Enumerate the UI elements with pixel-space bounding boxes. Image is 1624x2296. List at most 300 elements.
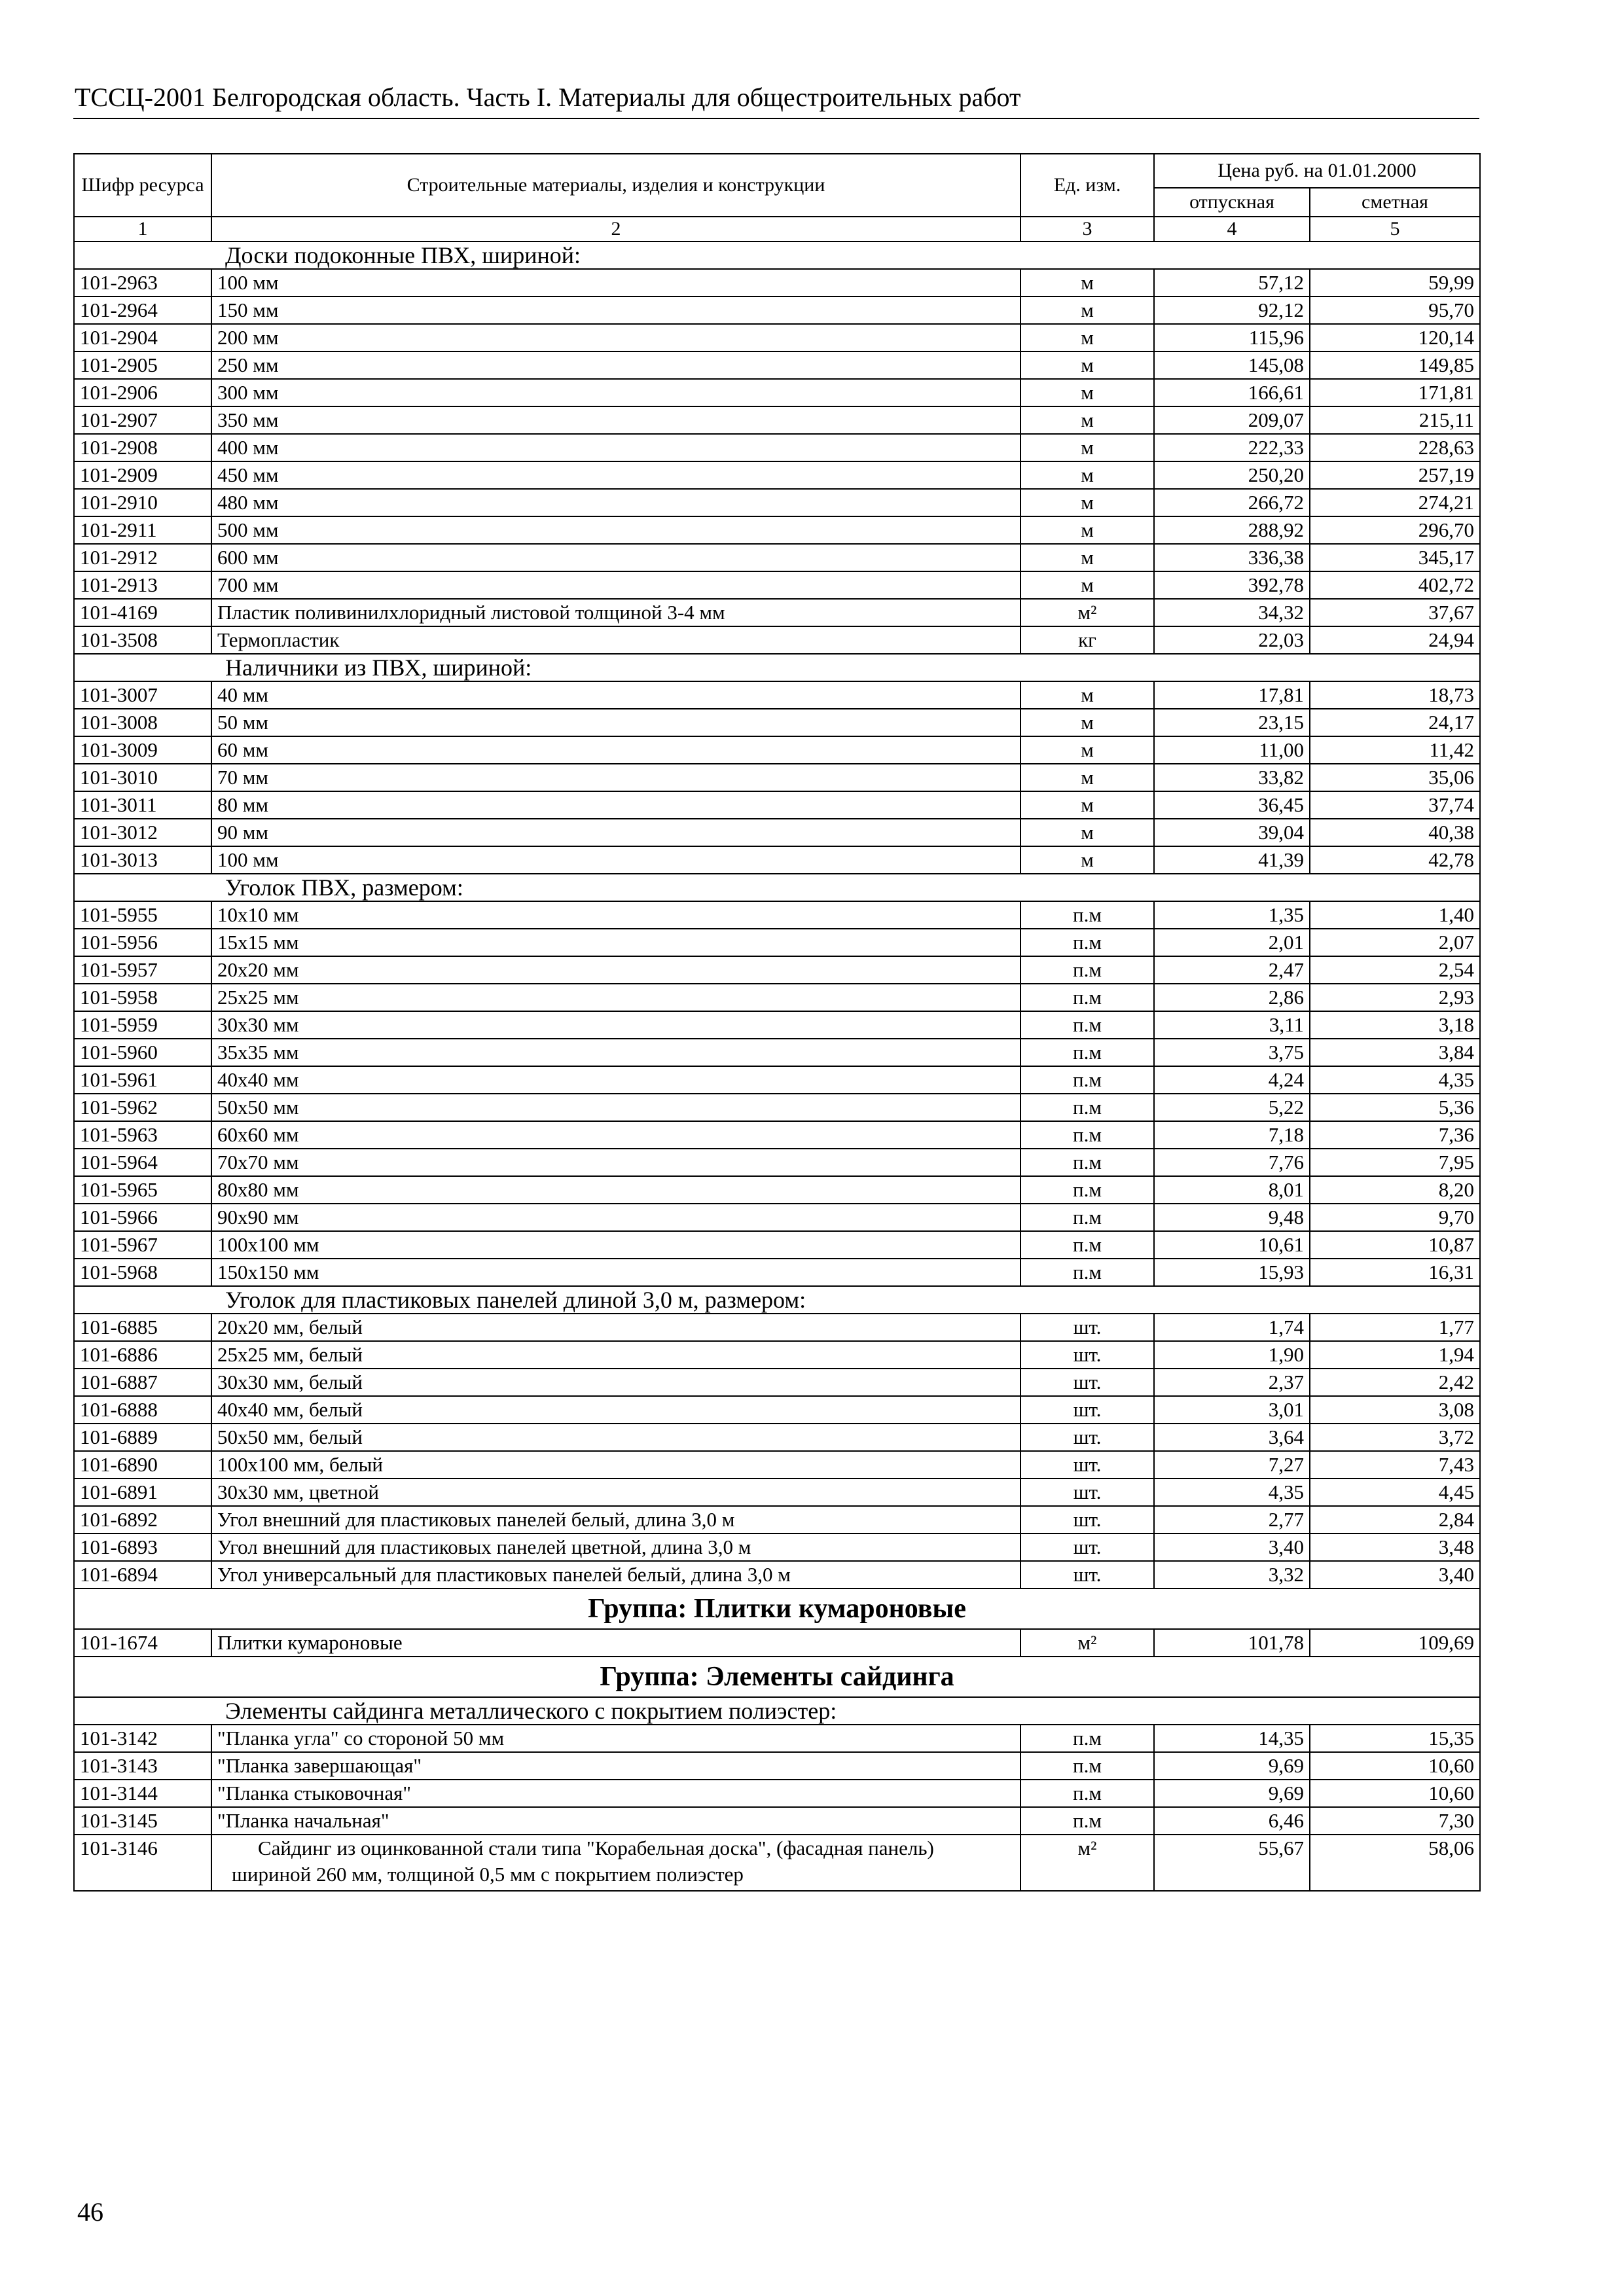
resource-code: 101-6888 bbox=[74, 1396, 211, 1424]
table-row bbox=[74, 1149, 1480, 1176]
estimate-price: 257,19 bbox=[1310, 461, 1480, 489]
material-name: 500 мм bbox=[211, 516, 1020, 544]
resource-code: 101-3008 bbox=[74, 709, 211, 736]
estimate-price: 109,69 bbox=[1310, 1629, 1480, 1657]
estimate-price: 24,17 bbox=[1310, 709, 1480, 736]
release-price: 2,37 bbox=[1154, 1369, 1310, 1396]
estimate-price: 58,06 bbox=[1310, 1835, 1480, 1891]
estimate-price: 5,36 bbox=[1310, 1094, 1480, 1121]
section-title: Доски подоконные ПВХ, шириной: bbox=[74, 242, 1480, 269]
estimate-price: 120,14 bbox=[1310, 324, 1480, 351]
release-price: 3,40 bbox=[1154, 1534, 1310, 1561]
material-name: 30х30 мм, белый bbox=[211, 1369, 1020, 1396]
material-name: Плитки кумароновые bbox=[211, 1629, 1020, 1657]
release-price: 33,82 bbox=[1154, 764, 1310, 791]
unit-cell: п.м bbox=[1020, 929, 1154, 956]
resource-code: 101-5958 bbox=[74, 984, 211, 1011]
estimate-price: 40,38 bbox=[1310, 819, 1480, 846]
release-price: 55,67 bbox=[1154, 1835, 1310, 1891]
material-name: 30х30 мм bbox=[211, 1011, 1020, 1039]
unit-cell: шт. bbox=[1020, 1341, 1154, 1369]
unit-cell: п.м bbox=[1020, 1807, 1154, 1835]
estimate-price: 37,74 bbox=[1310, 791, 1480, 819]
table-row bbox=[74, 1094, 1480, 1121]
resource-code: 101-5961 bbox=[74, 1066, 211, 1094]
resource-code: 101-3145 bbox=[74, 1807, 211, 1835]
estimate-price: 1,40 bbox=[1310, 901, 1480, 929]
table-row bbox=[74, 764, 1480, 791]
release-price: 3,01 bbox=[1154, 1396, 1310, 1424]
table-row bbox=[74, 1534, 1480, 1561]
release-price: 2,47 bbox=[1154, 956, 1310, 984]
col-number-3: 3 bbox=[1020, 217, 1154, 242]
resource-code: 101-3011 bbox=[74, 791, 211, 819]
table-row bbox=[74, 1479, 1480, 1506]
table-row bbox=[74, 516, 1480, 544]
table-row bbox=[74, 571, 1480, 599]
material-name: 40х40 мм bbox=[211, 1066, 1020, 1094]
header-price: Цена руб. на 01.01.2000 bbox=[1154, 154, 1480, 188]
release-price: 2,77 bbox=[1154, 1506, 1310, 1534]
unit-cell: п.м bbox=[1020, 1259, 1154, 1286]
unit-cell: шт. bbox=[1020, 1314, 1154, 1341]
resource-code: 101-5964 bbox=[74, 1149, 211, 1176]
estimate-price: 296,70 bbox=[1310, 516, 1480, 544]
material-name: 50х50 мм, белый bbox=[211, 1424, 1020, 1451]
estimate-price: 95,70 bbox=[1310, 296, 1480, 324]
material-name: 20х20 мм bbox=[211, 956, 1020, 984]
unit-cell: п.м bbox=[1020, 1725, 1154, 1752]
unit-cell: шт. bbox=[1020, 1534, 1154, 1561]
estimate-price: 2,93 bbox=[1310, 984, 1480, 1011]
release-price: 266,72 bbox=[1154, 489, 1310, 516]
table-row bbox=[74, 901, 1480, 929]
estimate-price: 16,31 bbox=[1310, 1259, 1480, 1286]
group-title: Группа: Плитки кумароновые bbox=[74, 1588, 1480, 1629]
resource-code: 101-3012 bbox=[74, 819, 211, 846]
material-name: 350 мм bbox=[211, 406, 1020, 434]
unit-cell: шт. bbox=[1020, 1506, 1154, 1534]
release-price: 5,22 bbox=[1154, 1094, 1310, 1121]
material-name: 50 мм bbox=[211, 709, 1020, 736]
table-row bbox=[74, 1752, 1480, 1780]
table-row bbox=[74, 406, 1480, 434]
release-price: 209,07 bbox=[1154, 406, 1310, 434]
title-rule bbox=[73, 118, 1479, 119]
release-price: 336,38 bbox=[1154, 544, 1310, 571]
unit-cell: шт. bbox=[1020, 1369, 1154, 1396]
resource-code: 101-6887 bbox=[74, 1369, 211, 1396]
col-number-5: 5 bbox=[1310, 217, 1480, 242]
resource-code: 101-5956 bbox=[74, 929, 211, 956]
unit-cell: м bbox=[1020, 764, 1154, 791]
estimate-price: 171,81 bbox=[1310, 379, 1480, 406]
release-price: 39,04 bbox=[1154, 819, 1310, 846]
material-name: 100 мм bbox=[211, 269, 1020, 296]
material-name: 200 мм bbox=[211, 324, 1020, 351]
resource-code: 101-2904 bbox=[74, 324, 211, 351]
estimate-price: 274,21 bbox=[1310, 489, 1480, 516]
release-price: 9,69 bbox=[1154, 1752, 1310, 1780]
material-name: 300 мм bbox=[211, 379, 1020, 406]
table-row bbox=[74, 626, 1480, 654]
resource-code: 101-3508 bbox=[74, 626, 211, 654]
estimate-price: 18,73 bbox=[1310, 681, 1480, 709]
resource-code: 101-2911 bbox=[74, 516, 211, 544]
resource-code: 101-5963 bbox=[74, 1121, 211, 1149]
release-price: 2,01 bbox=[1154, 929, 1310, 956]
table-row bbox=[74, 1039, 1480, 1066]
material-name: "Планка начальная" bbox=[211, 1807, 1020, 1835]
release-price: 145,08 bbox=[1154, 351, 1310, 379]
document-title: ТССЦ-2001 Белгородская область. Часть I. Материалы для общестроительных работ bbox=[75, 82, 1021, 112]
table-row bbox=[74, 1451, 1480, 1479]
material-name: Угол универсальный для пластиковых панелей белый, длина 3,0 м bbox=[211, 1561, 1020, 1588]
section-title: Наличники из ПВХ, шириной: bbox=[74, 654, 1480, 681]
group-header-row bbox=[74, 1588, 1480, 1629]
unit-cell: м bbox=[1020, 489, 1154, 516]
release-price: 288,92 bbox=[1154, 516, 1310, 544]
resource-code: 101-2912 bbox=[74, 544, 211, 571]
material-name: 100 мм bbox=[211, 846, 1020, 874]
section-header-row bbox=[74, 242, 1480, 269]
unit-cell: м bbox=[1020, 379, 1154, 406]
unit-cell: м² bbox=[1020, 1629, 1154, 1657]
estimate-price: 3,18 bbox=[1310, 1011, 1480, 1039]
group-header-row bbox=[74, 1657, 1480, 1697]
unit-cell: м bbox=[1020, 736, 1154, 764]
resource-code: 101-2905 bbox=[74, 351, 211, 379]
release-price: 23,15 bbox=[1154, 709, 1310, 736]
release-price: 101,78 bbox=[1154, 1629, 1310, 1657]
release-price: 166,61 bbox=[1154, 379, 1310, 406]
material-name: 50х50 мм bbox=[211, 1094, 1020, 1121]
resource-code: 101-6891 bbox=[74, 1479, 211, 1506]
material-name: 400 мм bbox=[211, 434, 1020, 461]
resource-code: 101-5968 bbox=[74, 1259, 211, 1286]
table-row bbox=[74, 1204, 1480, 1231]
release-price: 3,11 bbox=[1154, 1011, 1310, 1039]
unit-cell: п.м bbox=[1020, 1231, 1154, 1259]
estimate-price: 2,42 bbox=[1310, 1369, 1480, 1396]
material-name: Пластик поливинилхлоридный листовой толщиной 3-4 мм bbox=[211, 599, 1020, 626]
unit-cell: м bbox=[1020, 516, 1154, 544]
material-name: 70х70 мм bbox=[211, 1149, 1020, 1176]
estimate-price: 3,40 bbox=[1310, 1561, 1480, 1588]
material-name: 600 мм bbox=[211, 544, 1020, 571]
release-price: 11,00 bbox=[1154, 736, 1310, 764]
estimate-price: 228,63 bbox=[1310, 434, 1480, 461]
material-name: 20х20 мм, белый bbox=[211, 1314, 1020, 1341]
table-row bbox=[74, 1835, 1480, 1891]
group-title: Группа: Элементы сайдинга bbox=[74, 1657, 1480, 1697]
release-price: 7,18 bbox=[1154, 1121, 1310, 1149]
release-price: 222,33 bbox=[1154, 434, 1310, 461]
estimate-price: 149,85 bbox=[1310, 351, 1480, 379]
resource-code: 101-6890 bbox=[74, 1451, 211, 1479]
unit-cell: п.м bbox=[1020, 1752, 1154, 1780]
estimate-price: 11,42 bbox=[1310, 736, 1480, 764]
table-row bbox=[74, 296, 1480, 324]
material-name: 25х25 мм, белый bbox=[211, 1341, 1020, 1369]
table-row bbox=[74, 351, 1480, 379]
material-name: "Планка завершающая" bbox=[211, 1752, 1020, 1780]
release-price: 22,03 bbox=[1154, 626, 1310, 654]
resource-code: 101-5959 bbox=[74, 1011, 211, 1039]
unit-cell: п.м bbox=[1020, 1176, 1154, 1204]
estimate-price: 3,84 bbox=[1310, 1039, 1480, 1066]
page-number: 46 bbox=[77, 2197, 103, 2227]
unit-cell: шт. bbox=[1020, 1479, 1154, 1506]
material-name: 35х35 мм bbox=[211, 1039, 1020, 1066]
resource-code: 101-3010 bbox=[74, 764, 211, 791]
estimate-price: 42,78 bbox=[1310, 846, 1480, 874]
release-price: 4,24 bbox=[1154, 1066, 1310, 1094]
release-price: 1,74 bbox=[1154, 1314, 1310, 1341]
table-row bbox=[74, 819, 1480, 846]
estimate-price: 59,99 bbox=[1310, 269, 1480, 296]
material-name: 60х60 мм bbox=[211, 1121, 1020, 1149]
material-name: 30х30 мм, цветной bbox=[211, 1479, 1020, 1506]
estimate-price: 7,30 bbox=[1310, 1807, 1480, 1835]
resource-code: 101-3009 bbox=[74, 736, 211, 764]
section-title: Уголок для пластиковых панелей длиной 3,0 м, размером: bbox=[74, 1286, 1480, 1314]
estimate-price: 3,72 bbox=[1310, 1424, 1480, 1451]
material-name: 15х15 мм bbox=[211, 929, 1020, 956]
release-price: 41,39 bbox=[1154, 846, 1310, 874]
header-estimate: сметная bbox=[1310, 188, 1480, 217]
unit-cell: п.м bbox=[1020, 1066, 1154, 1094]
table-row bbox=[74, 269, 1480, 296]
header-name: Строительные материалы, изделия и конструкции bbox=[211, 154, 1020, 217]
table-row bbox=[74, 1396, 1480, 1424]
material-name: 25х25 мм bbox=[211, 984, 1020, 1011]
material-name: 80 мм bbox=[211, 791, 1020, 819]
estimate-price: 15,35 bbox=[1310, 1725, 1480, 1752]
unit-cell: м bbox=[1020, 269, 1154, 296]
table-row bbox=[74, 1506, 1480, 1534]
material-name: 70 мм bbox=[211, 764, 1020, 791]
table-row bbox=[74, 681, 1480, 709]
material-name: Угол внешний для пластиковых панелей белый, длина 3,0 м bbox=[211, 1506, 1020, 1534]
table-body bbox=[74, 242, 1480, 1891]
release-price: 250,20 bbox=[1154, 461, 1310, 489]
release-price: 14,35 bbox=[1154, 1725, 1310, 1752]
table-row bbox=[74, 489, 1480, 516]
resource-code: 101-2963 bbox=[74, 269, 211, 296]
unit-cell: п.м bbox=[1020, 901, 1154, 929]
resource-code: 101-5966 bbox=[74, 1204, 211, 1231]
unit-cell: шт. bbox=[1020, 1424, 1154, 1451]
table-row bbox=[74, 709, 1480, 736]
estimate-price: 345,17 bbox=[1310, 544, 1480, 571]
table-row bbox=[74, 956, 1480, 984]
resource-code: 101-5960 bbox=[74, 1039, 211, 1066]
table-row bbox=[74, 1369, 1480, 1396]
unit-cell: м bbox=[1020, 791, 1154, 819]
estimate-price: 1,77 bbox=[1310, 1314, 1480, 1341]
unit-cell: м² bbox=[1020, 1835, 1154, 1891]
material-name: 100х100 мм, белый bbox=[211, 1451, 1020, 1479]
estimate-price: 10,60 bbox=[1310, 1752, 1480, 1780]
release-price: 92,12 bbox=[1154, 296, 1310, 324]
material-name: 250 мм bbox=[211, 351, 1020, 379]
estimate-price: 9,70 bbox=[1310, 1204, 1480, 1231]
release-price: 6,46 bbox=[1154, 1807, 1310, 1835]
unit-cell: п.м bbox=[1020, 1011, 1154, 1039]
table-row bbox=[74, 1629, 1480, 1657]
section-header-row bbox=[74, 1697, 1480, 1725]
release-price: 115,96 bbox=[1154, 324, 1310, 351]
section-title: Уголок ПВХ, размером: bbox=[74, 874, 1480, 901]
table-row bbox=[74, 1259, 1480, 1286]
table-row bbox=[74, 1424, 1480, 1451]
table-row bbox=[74, 791, 1480, 819]
unit-cell: п.м bbox=[1020, 956, 1154, 984]
material-name: 100х100 мм bbox=[211, 1231, 1020, 1259]
release-price: 8,01 bbox=[1154, 1176, 1310, 1204]
estimate-price: 7,36 bbox=[1310, 1121, 1480, 1149]
resource-code: 101-5955 bbox=[74, 901, 211, 929]
table-row bbox=[74, 736, 1480, 764]
material-name: "Планка угла" со стороной 50 мм bbox=[211, 1725, 1020, 1752]
unit-cell: м bbox=[1020, 296, 1154, 324]
unit-cell: м bbox=[1020, 709, 1154, 736]
material-name: 40 мм bbox=[211, 681, 1020, 709]
unit-cell: м bbox=[1020, 681, 1154, 709]
resource-code: 101-6893 bbox=[74, 1534, 211, 1561]
table-row bbox=[74, 599, 1480, 626]
material-name: Термопластик bbox=[211, 626, 1020, 654]
release-price: 1,90 bbox=[1154, 1341, 1310, 1369]
release-price: 9,48 bbox=[1154, 1204, 1310, 1231]
resource-code: 101-6894 bbox=[74, 1561, 211, 1588]
unit-cell: м bbox=[1020, 351, 1154, 379]
material-name: 90х90 мм bbox=[211, 1204, 1020, 1231]
header-release: отпускная bbox=[1154, 188, 1310, 217]
resource-code: 101-5965 bbox=[74, 1176, 211, 1204]
unit-cell: п.м bbox=[1020, 1039, 1154, 1066]
release-price: 392,78 bbox=[1154, 571, 1310, 599]
estimate-price: 402,72 bbox=[1310, 571, 1480, 599]
release-price: 3,75 bbox=[1154, 1039, 1310, 1066]
estimate-price: 3,08 bbox=[1310, 1396, 1480, 1424]
table-row bbox=[74, 1725, 1480, 1752]
table-row bbox=[74, 324, 1480, 351]
unit-cell: м bbox=[1020, 461, 1154, 489]
estimate-price: 215,11 bbox=[1310, 406, 1480, 434]
material-name: 40х40 мм, белый bbox=[211, 1396, 1020, 1424]
resource-code: 101-4169 bbox=[74, 599, 211, 626]
material-name: 480 мм bbox=[211, 489, 1020, 516]
resource-code: 101-6885 bbox=[74, 1314, 211, 1341]
resource-code: 101-2910 bbox=[74, 489, 211, 516]
estimate-price: 4,45 bbox=[1310, 1479, 1480, 1506]
table-row bbox=[74, 1231, 1480, 1259]
resource-code: 101-6892 bbox=[74, 1506, 211, 1534]
table-row bbox=[74, 984, 1480, 1011]
estimate-price: 3,48 bbox=[1310, 1534, 1480, 1561]
estimate-price: 2,84 bbox=[1310, 1506, 1480, 1534]
release-price: 57,12 bbox=[1154, 269, 1310, 296]
table-row bbox=[74, 929, 1480, 956]
release-price: 3,64 bbox=[1154, 1424, 1310, 1451]
section-header-row bbox=[74, 1286, 1480, 1314]
table-row bbox=[74, 846, 1480, 874]
resource-code: 101-3144 bbox=[74, 1780, 211, 1807]
resource-code: 101-3007 bbox=[74, 681, 211, 709]
unit-cell: м bbox=[1020, 846, 1154, 874]
resource-code: 101-2909 bbox=[74, 461, 211, 489]
header-code: Шифр ресурса bbox=[74, 154, 211, 217]
material-name: 60 мм bbox=[211, 736, 1020, 764]
release-price: 2,86 bbox=[1154, 984, 1310, 1011]
resource-code: 101-3143 bbox=[74, 1752, 211, 1780]
price-table bbox=[73, 153, 1481, 1892]
release-price: 36,45 bbox=[1154, 791, 1310, 819]
section-header-row bbox=[74, 654, 1480, 681]
resource-code: 101-2908 bbox=[74, 434, 211, 461]
header-unit: Ед. изм. bbox=[1020, 154, 1154, 217]
release-price: 7,76 bbox=[1154, 1149, 1310, 1176]
estimate-price: 8,20 bbox=[1310, 1176, 1480, 1204]
estimate-price: 2,07 bbox=[1310, 929, 1480, 956]
unit-cell: п.м bbox=[1020, 1121, 1154, 1149]
unit-cell: м bbox=[1020, 434, 1154, 461]
resource-code: 101-5957 bbox=[74, 956, 211, 984]
unit-cell: м bbox=[1020, 406, 1154, 434]
release-price: 34,32 bbox=[1154, 599, 1310, 626]
table-row bbox=[74, 434, 1480, 461]
material-name: "Планка стыковочная" bbox=[211, 1780, 1020, 1807]
table-row bbox=[74, 1341, 1480, 1369]
resource-code: 101-6886 bbox=[74, 1341, 211, 1369]
unit-cell: шт. bbox=[1020, 1396, 1154, 1424]
unit-cell: п.м bbox=[1020, 1149, 1154, 1176]
resource-code: 101-1674 bbox=[74, 1629, 211, 1657]
unit-cell: п.м bbox=[1020, 1094, 1154, 1121]
table-row bbox=[74, 1314, 1480, 1341]
resource-code: 101-5962 bbox=[74, 1094, 211, 1121]
unit-cell: м bbox=[1020, 819, 1154, 846]
table-row bbox=[74, 461, 1480, 489]
resource-code: 101-6889 bbox=[74, 1424, 211, 1451]
material-name: Сайдинг из оцинкованной стали типа "Корабельная доска", (фасадная панель) шириной 260 мм, толщиной 0,5 мм с покрытием полиэстер bbox=[211, 1835, 1020, 1891]
release-price: 9,69 bbox=[1154, 1780, 1310, 1807]
resource-code: 101-2907 bbox=[74, 406, 211, 434]
release-price: 1,35 bbox=[1154, 901, 1310, 929]
table-row bbox=[74, 1176, 1480, 1204]
resource-code: 101-5967 bbox=[74, 1231, 211, 1259]
material-name: 80х80 мм bbox=[211, 1176, 1020, 1204]
estimate-price: 24,94 bbox=[1310, 626, 1480, 654]
table-row bbox=[74, 1780, 1480, 1807]
unit-cell: п.м bbox=[1020, 1780, 1154, 1807]
table-row bbox=[74, 1561, 1480, 1588]
unit-cell: м² bbox=[1020, 599, 1154, 626]
unit-cell: м bbox=[1020, 544, 1154, 571]
estimate-price: 4,35 bbox=[1310, 1066, 1480, 1094]
estimate-price: 7,95 bbox=[1310, 1149, 1480, 1176]
estimate-price: 2,54 bbox=[1310, 956, 1480, 984]
release-price: 4,35 bbox=[1154, 1479, 1310, 1506]
table-row bbox=[74, 379, 1480, 406]
col-number-1: 1 bbox=[74, 217, 211, 242]
unit-cell: п.м bbox=[1020, 1204, 1154, 1231]
estimate-price: 1,94 bbox=[1310, 1341, 1480, 1369]
material-name: 700 мм bbox=[211, 571, 1020, 599]
release-price: 3,32 bbox=[1154, 1561, 1310, 1588]
